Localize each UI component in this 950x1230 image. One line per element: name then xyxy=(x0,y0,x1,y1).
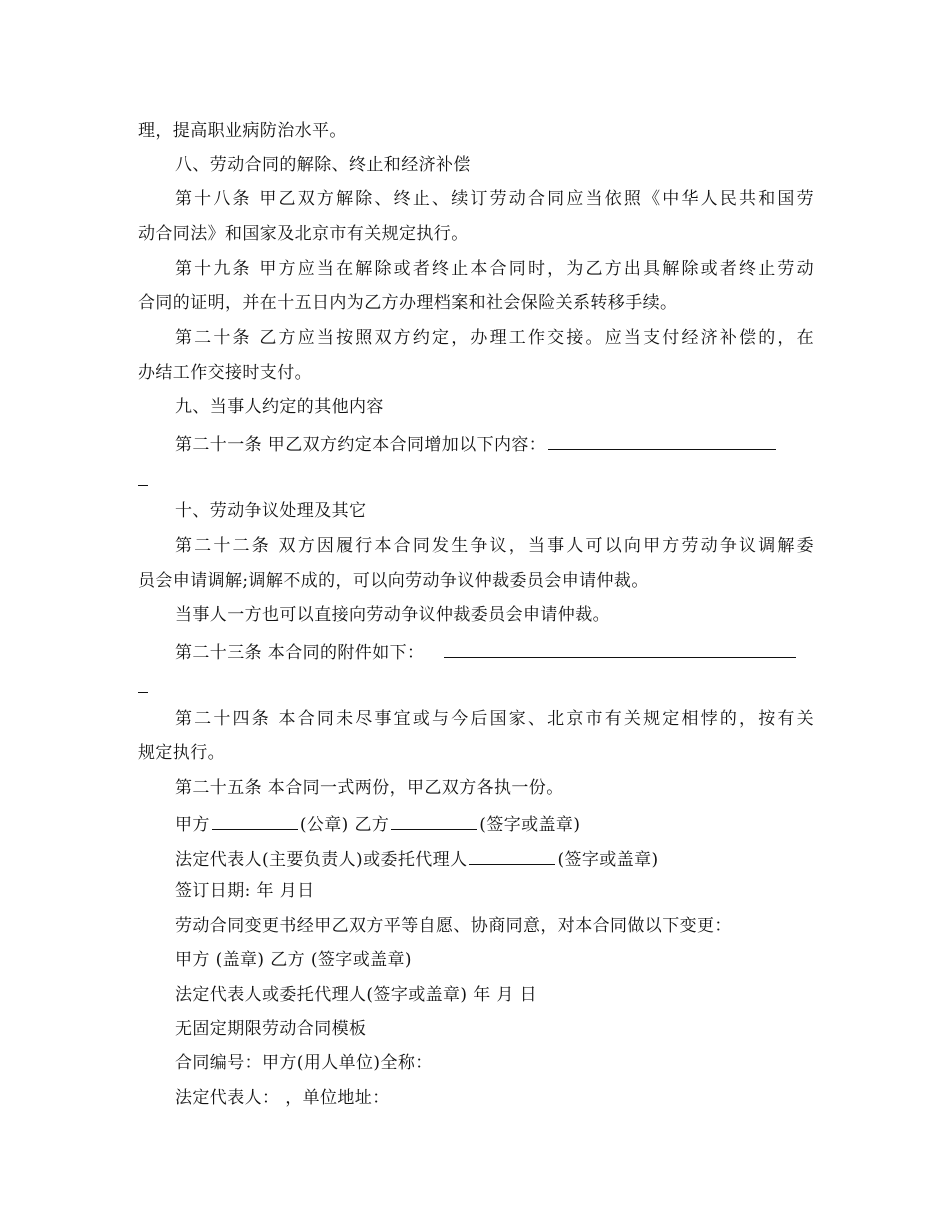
article-19-line-2: 合同的证明，并在十五日内为乙方办理档案和社会保险关系转移手续。 xyxy=(138,293,678,313)
article-23-text: 第二十三条 本合同的附件如下： xyxy=(175,643,425,663)
party-b-blank[interactable] xyxy=(391,811,477,830)
representative-blank[interactable] xyxy=(469,846,555,865)
blank-field[interactable] xyxy=(548,431,776,450)
amendment-representative: 法定代表人或委托代理人(签字或盖章) 年 月 日 xyxy=(175,985,538,1005)
article-18-line-1: 第十八条 甲乙双方解除、终止、续订劳动合同应当依照《中华人民共和国劳 xyxy=(175,189,814,209)
article-20-line-2: 办结工作交接时支付。 xyxy=(138,363,312,383)
template-title: 无固定期限劳动合同模板 xyxy=(175,1019,367,1039)
article-24-line-2: 规定执行。 xyxy=(138,743,225,763)
signature-line-representative xyxy=(175,846,814,871)
sign-or-seal-label: (签字或盖章) xyxy=(557,850,659,870)
article-22-line-2: 员会申请调解;调解不成的，可以向劳动争议仲裁委员会申请仲裁。 xyxy=(138,571,649,591)
article-18-line-2: 动合同法》和国家及北京市有关规定执行。 xyxy=(138,224,469,244)
article-22-line-3: 当事人一方也可以直接向劳动争议仲裁委员会申请仲裁。 xyxy=(175,605,610,625)
signature-line-parties xyxy=(175,811,814,836)
representative-label: 法定代表人(主要负责人)或委托代理人 xyxy=(175,850,468,870)
article-21-line xyxy=(175,431,814,456)
blank-field[interactable] xyxy=(444,639,796,658)
party-a-blank[interactable] xyxy=(212,811,298,830)
legal-representative-line: 法定代表人： ，单位地址： xyxy=(175,1088,390,1108)
article-24-line-1: 第二十四条 本合同未尽事宜或与今后国家、北京市有关规定相悖的，按有关 xyxy=(175,709,814,729)
section-heading-8: 八、劳动合同的解除、终止和经济补偿 xyxy=(175,155,471,175)
article-25-line: 第二十五条 本合同一式两份，甲乙双方各执一份。 xyxy=(175,778,564,798)
amendment-line: 劳动合同变更书经甲乙双方平等自愿、协商同意，对本合同做以下变更： xyxy=(175,916,732,936)
continuation-dash xyxy=(138,692,148,693)
signing-date: 签订日期: 年 月日 xyxy=(175,881,315,901)
article-21-text: 第二十一条 甲乙双方约定本合同增加以下内容： xyxy=(175,435,547,455)
amendment-parties: 甲方 (盖章) 乙方 (签字或盖章) xyxy=(175,950,412,970)
sign-or-seal-label: (签字或盖章) xyxy=(479,815,581,835)
paragraph-line: 理，提高职业病防治水平。 xyxy=(138,121,347,141)
contract-number-line: 合同编号：甲方(用人单位)全称： xyxy=(175,1053,433,1073)
continuation-dash xyxy=(138,485,148,486)
article-19-line-1: 第十九条 甲方应当在解除或者终止本合同时，为乙方出具解除或者终止劳动 xyxy=(175,259,814,279)
section-heading-10: 十、劳动争议处理及其它 xyxy=(175,501,367,521)
party-a-label: 甲方 xyxy=(175,815,210,835)
article-20-line-1: 第二十条 乙方应当按照双方约定，办理工作交接。应当支付经济补偿的，在 xyxy=(175,328,814,348)
article-23-line xyxy=(175,639,814,664)
section-heading-9: 九、当事人约定的其他内容 xyxy=(175,397,384,417)
article-22-line-1: 第二十二条 双方因履行本合同发生争议，当事人可以向甲方劳动争议调解委 xyxy=(175,536,814,556)
party-b-label: (公章) 乙方 xyxy=(299,815,390,835)
